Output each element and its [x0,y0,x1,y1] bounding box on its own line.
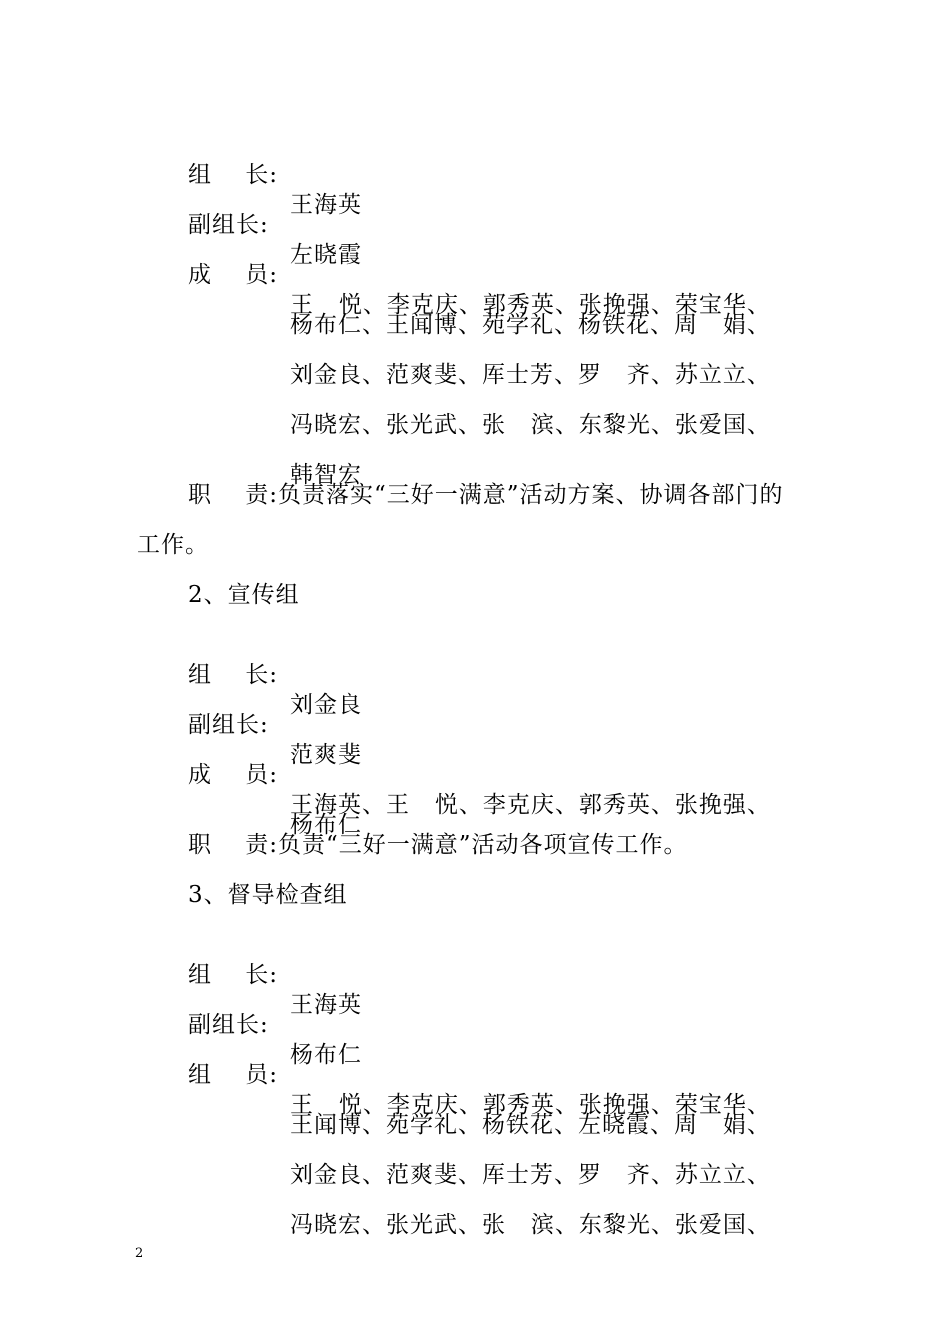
members-label: 成 员: [188,762,278,788]
members-line: 韩智宏 [290,462,362,488]
members-line: 杨布仁、王闻博、苑学礼、杨铁花、周 娟、 [290,312,771,338]
members-line: 王海英、王 悦、李克庆、郭秀英、张挽强、 [290,792,771,818]
members-line: 冯晓宏、张光武、张 滨、东黎光、张爱国、 [290,1212,771,1238]
deputy-name: 左晓霞 [290,242,362,268]
members-line: 刘金良、范爽斐、厍士芳、罗 齐、苏立立、 [290,362,771,388]
page-number: 2 [135,1246,144,1261]
leader-label: 组 长: [188,162,278,188]
leader-label: 组 长: [188,962,278,988]
group1-duty-line: 职 责:负责落实“三好一满意”活动方案、协调各部门的 [188,482,784,508]
leader-label: 组 长: [188,662,278,688]
group3-title: 3、督导检查组 [188,882,348,908]
members-line: 杨布仁 [290,812,362,838]
leader-name: 王海英 [290,192,362,218]
members-label: 成 员: [188,262,278,288]
leader-name: 刘金良 [290,692,362,718]
deputy-label: 副组长: [188,712,269,738]
members-line: 王 悦、李克庆、郭秀英、张挽强、荣宝华、 [290,1092,771,1118]
deputy-name: 杨布仁 [290,1042,362,1068]
members-line: 冯晓宏、张光武、张 滨、东黎光、张爱国、 [290,412,771,438]
group2-title: 2、宣传组 [188,582,300,608]
deputy-label: 副组长: [188,1012,269,1038]
group2-duty-line: 职 责:负责“三好一满意”活动各项宣传工作。 [188,832,688,858]
leader-name: 王海英 [290,992,362,1018]
group1-duty-line-continued: 工作。 [137,532,209,558]
members-line: 刘金良、范爽斐、厍士芳、罗 齐、苏立立、 [290,1162,771,1188]
members-line: 王闻博、苑学礼、杨铁花、左晓霞、周 娟、 [290,1112,771,1138]
deputy-label: 副组长: [188,212,269,238]
members-label: 组 员: [188,1062,278,1088]
members-line: 王 悦、李克庆、郭秀英、张挽强、荣宝华、 [290,292,771,318]
group2-members-row [0,780,362,870]
group3-members-row [0,1180,771,1270]
deputy-name: 范爽斐 [290,742,362,768]
group1-members-row [0,430,362,520]
